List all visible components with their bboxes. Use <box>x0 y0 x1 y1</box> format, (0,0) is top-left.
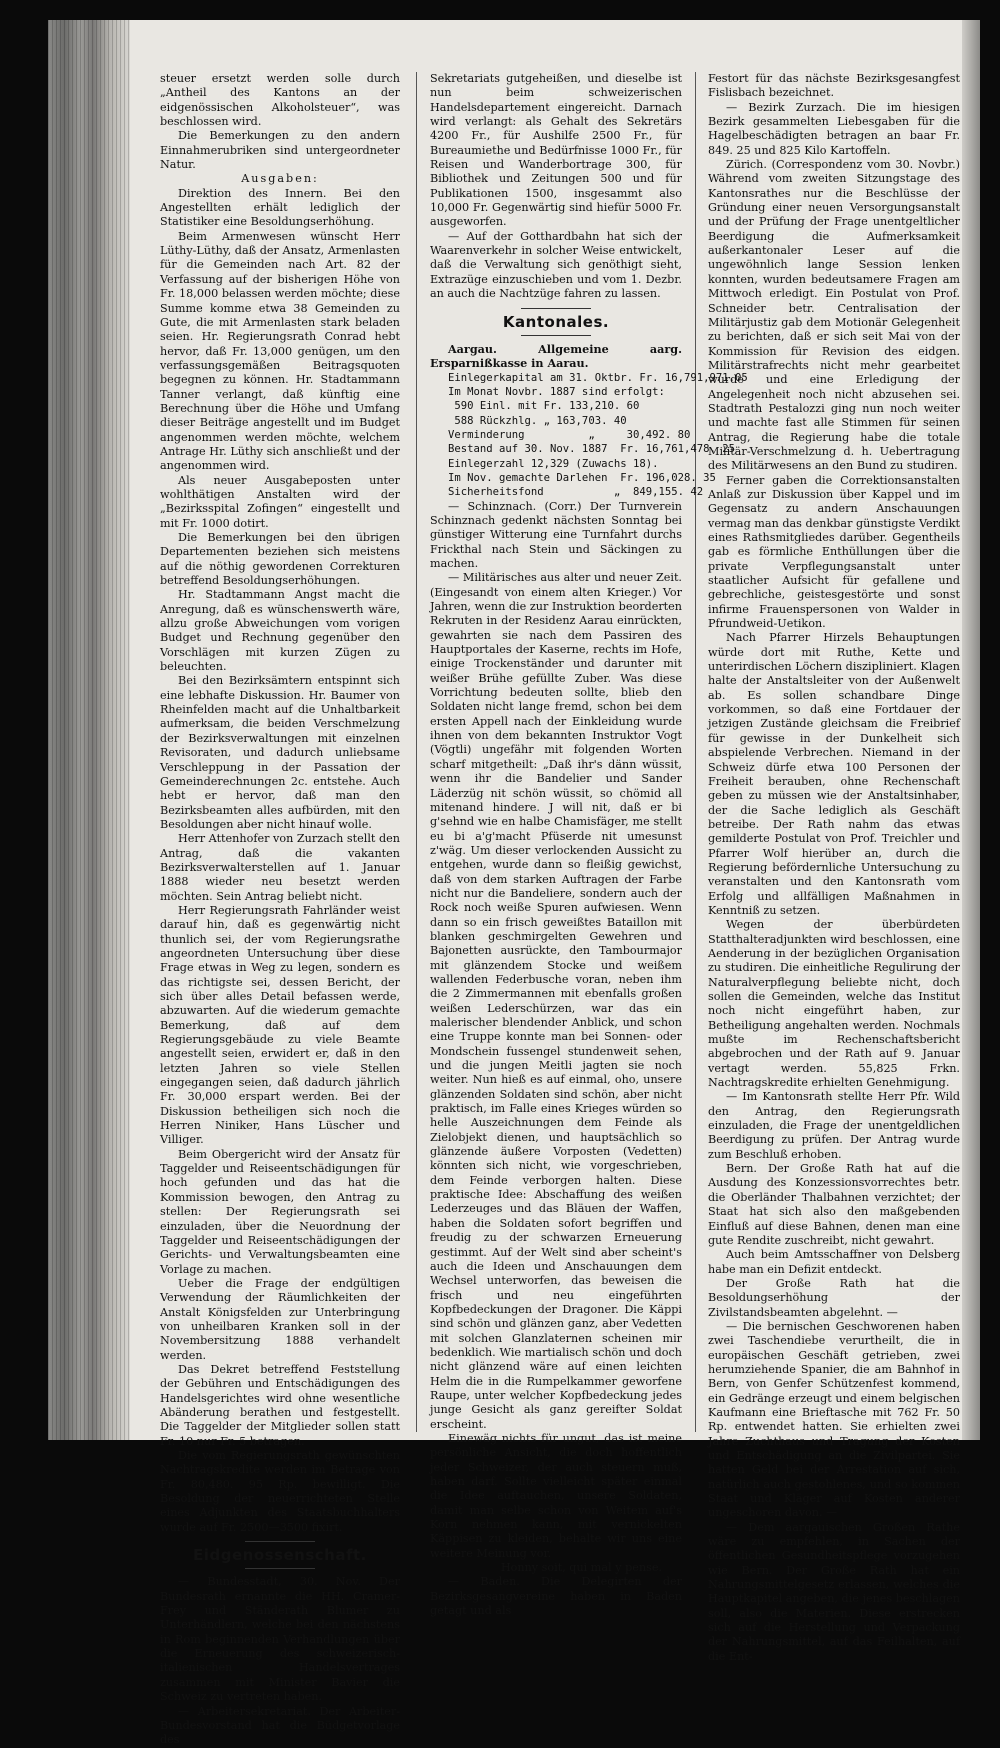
paragraph: Auch beim Amtsschaffner von Delsberg habe man ein Defizit entdeckt. <box>708 1248 960 1276</box>
paragraph: — Bundesstadt, 30. Nov. Der Bundesrath ernannte die HH. Cramer-Frey und Ständerath Blumer zu Unterhändlern, welche bei den nächstens in Rom beginnenden Verhandlungen über die Erneuerung des schweizerisch-italienischen Handelsvertrages zusammen mit Minister Bavier die Schweiz zu vertreten haben. <box>160 1575 400 1704</box>
ledger-line: Verminderung „ 30,492. 80 <box>448 428 691 441</box>
paragraph: Ferner gaben die Correktionsanstalten Anlaß zur Diskussion über Kappel und im Gegensatz zu andern Anschauungen vermag man das denkbar günstigste Verdikt eines Rathsmitgliedes darüber. Gegentheils gab es förmliche Enthüllungen über die private Verpflegungsanstalt unter staatlicher Aufsicht für gefallene und gebrechliche, geistesgestörte und sonst infirme Frauenspersonen von Walder in Pfrundweid-Uetikon. <box>708 473 960 631</box>
paragraph: Beim Obergericht wird der Ansatz für Taggelder und Reiseentschädigungen für hoch gefunden und das hat die Kommission bewogen, den Antrag zu stellen: Der Regierungsrath sei einzuladen, über die Neuordnung der Taggelder und Reiseentschädigungen der Gerichts- und Verwaltungsbeamten eine Vorlage zu machen. <box>160 1147 400 1276</box>
divider <box>521 335 591 336</box>
column-1 <box>160 72 400 1747</box>
paragraph: — Bezirk Zurzach. Die im hiesigen Bezirk gesammelten Liebesgaben für die Hagelbeschädigten betragen an baar Fr. 849. 25 und 825 Kilo Kartoffeln. <box>708 100 960 157</box>
column-2 <box>430 72 748 1618</box>
ledger-line: 588 Rückzhlg. „ 163,703. 40 <box>448 414 627 427</box>
paragraph: Die Bemerkungen zu den andern Einnahmerubriken sind untergeordneter Natur. <box>160 129 400 172</box>
paragraph: Festort für das nächste Bezirksgesangfest Fislisbach bezeichnet. <box>708 72 960 100</box>
paragraph: Herr Regierungsrath Fahrländer weist darauf hin, daß es gegenwärtig nicht thunlich sei, der vom Regierungsrathe angeordneten Untersuchung über diese Frage etwas in Weg zu legen, sondern es das richtigste sei, dessen Bericht, der sich über alles Detail befassen werde, abzuwarten. Auf die wiederum gemachte Bemerkung, daß auf dem Regierungsgebäude zu viele Beamte angestellt seien, erwidert er, daß in den letzten Jahren so viele Stellen eingegangen seien, daß dadurch jährlich Fr. 30,000 erspart werden. Bei der Diskussion betheiligen sich noch die Herren Niniker, Hans Lüscher und Villiger. <box>160 903 400 1147</box>
paragraph: Bern. Der Große Rath hat auf die Ausdung des Konzessionsvorrechtes betr. die Oberländer Thalbahnen verzichtet; der Staat hat sich also den maßgebenden Einfluß auf diese Bahnen, denen man eine gute Rendite zuschreibt, nicht gewahrt. <box>708 1162 960 1247</box>
paragraph: Die Bemerkungen bei den übrigen Departementen beziehen sich meistens auf die nöthig gewordenen Correkturen betreffend Besoldungserhöhungen. <box>160 531 400 588</box>
ledger-line: Im Monat Novbr. 1887 sind erfolgt: <box>448 385 665 398</box>
paragraph: Als neuer Ausgabeposten unter wohlthätigen Anstalten wird der „Bezirksspital Zofingen“ eingestellt und mit Fr. 1000 dotirt. <box>160 473 400 530</box>
paragraph: — Arbeitersekretariat. Der Arbeiter-Bundesvorstand hat die Büdgetvorlage des <box>160 1704 400 1747</box>
paragraph: Der Große Rath hat die Besoldungserhöhung der Zivilstandsbeamten abgelehnt. — <box>708 1276 960 1319</box>
book-spine <box>48 20 130 1440</box>
paragraph: Direktion des Innern. Bei den Angestellten erhält lediglich der Statistiker eine Besoldungserhöhung. <box>160 186 400 229</box>
paragraph: — Baden. Die Delegirten der Bezirksgesangvereine haben in Baden getagt und als <box>430 1575 682 1618</box>
divider <box>521 308 591 309</box>
paragraph: Nach Pfarrer Hirzels Behauptungen würde dort mit Ruthe, Kette und unterirdischen Löchern diszipliniert. Klagen halte der Anstaltsleiter von der Außenwelt ab. Es sollen schandbare Dinge vorkommen, so daß eine Fortdauer der jetzigen Zustände gleichsam die Freibrief für gewisse in der Dunkelheit sich abspielende Verbrechen. Niemand in der Schweiz dürfe etwa 100 Personen der Freiheit berauben, ohne Rechenschaft geben zu müssen wie der Anstaltsinhaber, der die Sache lediglich als Geschäft betreibe. Der Rath nahm das etwas gemilderte Postulat von Prof. Treichler und Pfarrer Wolf hierüber an, durch die Regierung befördernliche Untersuchung zu veranstalten und den Kantonsrath vom Erfolg und allfälligen Maßnahmen in Kenntniß zu setzen. <box>708 631 960 917</box>
paragraph: — Im Kantonsrath stellte Herr Pfr. Wild den Antrag, den Regierungsrath einzuladen, die Frage der unentgeldlichen Beerdigung zu prüfen. Der Antrag wurde zum Beschluß erhoben. <box>708 1090 960 1161</box>
paragraph: Wegen der überbürdeten Statthalteradjunkten wird beschlossen, eine Aenderung in der bezüglichen Organisation zu studiren. Die einheitliche Regulirung der Naturalverpflegung beliebte nicht, doch sollen die Gemeinden, welche das Institut noch nicht eingeführt haben, zur Betheiligung angehalten werden. Nochmals mußte im Rechenschaftsbericht abgebrochen und der Rath auf 9. Januar vertagt werden. 55,825 Frkn. Nachtragskredite erhielten Genehmigung. <box>708 918 960 1090</box>
paragraph: Beim Armenwesen wünscht Herr Lüthy-Lüthy, daß der Ansatz, Armenlasten für die Gemeinden nach Art. 82 der Verfassung auf der bisherigen Höhe von Fr. 18,000 belassen werden möchte; diese Summe komme etwa 38 Gemeinden zu Gute, die mit Armenlasten stark beladen seien. Hr. Regierungsrath Conrad hebt hervor, daß Fr. 13,000 genügen, um den verfassungsgemäßen Beitragsquoten begegnen zu können. Hr. Stadtammann Tanner verlangt, daß künftig eine Berechnung über die Höhe und Umfang dieser Beiträge angestellt und im Budget angenommen werden möchte, welchem Antrage Hr. Lüthy sich anschließt und der angenommen wird. <box>160 229 400 473</box>
page-edge <box>962 20 980 1440</box>
divider <box>245 1541 315 1542</box>
paragraph: Einewäg nichts für ungut, das ist meine persönliche Ansicht, die doch hoffentlich jeder Schweizer, der auch steuern muß, haben darf. Sollte vielleicht später einmal die Idee auftauchen, unsere Soldaten, damit man selbe schon von Weitem auf's Korn nehmen kann, mit vernickelten Käppisen zu kleiden, behalte wir uns eine weitere Meinung vor. <box>430 1431 682 1560</box>
paragraph: steuer ersetzt werden solle durch „Antheil des Kantons an der eidgenössischen Alkoholsteuer“, was beschlossen wird. <box>160 72 400 129</box>
text-columns <box>160 72 960 1747</box>
paragraph: Ueber die Frage der endgültigen Verwendung der Räumlichkeiten der Anstalt Königsfelden zur Unterbringung von unheilbaren Kranken soll in der Novembersitzung 1888 verhandelt werden. <box>160 1276 400 1362</box>
column-rule <box>416 72 417 1432</box>
paragraph: Herr Attenhofer von Zurzach stellt den Antrag, daß die vakanten Bezirksverwalterstellen auf 1. Januar 1888 wieder neu besetzt werden möchten. Sein Antrag beliebt nicht. <box>160 832 400 903</box>
paragraph: Hr. Stadtammann Angst macht die Anregung, daß es wünschenswerth wäre, allzu große Abweichungen vom vorigen Budget und Rechnung gegenüber den Vorschlägen mit kurzen Zügen zu beleuchten. <box>160 588 400 674</box>
column-3 <box>708 72 960 1663</box>
motto: Honny soit, qui mal y pense. <box>500 1561 662 1575</box>
paragraph: Die vom Regierungsrath gewünschten Nachtragskredite werden im Betrage von Fr. 80,480. 95 Rp. bewilligt. Die Besoldung der neuerrichteten Stelle eines Adjunkten des Staatsbuchhalters wurde auf Fr. 2500—3500 fixirt. <box>160 1449 400 1534</box>
heading-eidgenossenschaft: Eidgenossenschaft. <box>193 1546 367 1565</box>
paragraph: — Auf der Gotthardbahn hat sich der Waarenverkehr in solcher Weise entwickelt, daß die Verwaltung sich genöthigt sieht, Extrazüge einzuschieben und vom 1. Dezbr. an auch die Nachtzüge fahren zu lassen. <box>430 229 682 301</box>
ledger-line: Im Nov. gemachte Darlehen Fr. 196,028. 35 <box>448 471 716 484</box>
ledger-line: Einlegerkapital am 31. Oktbr. Fr. 16,791,971.05 <box>448 371 748 384</box>
paragraph: Zürich. (Correspondenz vom 30. Novbr.) Während vom zweiten Sitzungstage des Kantonsrathes nur die Beschlüsse der Gründung einer neuen Versorgungsanstalt und der Prüfung der Frage unentgeltlicher Beerdigung die Aufmerksamkeit außerkantonaler Leser auf die ungewöhnlich lange Session lenken konnten, wurden bedeutsamere Fragen am Mittwoch erledigt. Ein Postulat von Prof. Schneider betr. Centralisation der Militärjustiz gab dem Motionär Gelegenheit zu berichten, daß er sich seit Mai von der Kommission für Revision des eidgen. Militärstrafrechts nicht mehr gearbeitet wurde und eine Erledigung der Angelegenheit noch nicht abzusehen sei. Stadtrath Pestalozzi ging nun noch weiter und machte fast alle Stimmen für seinen Antrag, die Regierung habe die totale Militär-Verschmelzung d. h. Uebertragung des Militärwesens an den Bund zu studiren. <box>708 158 960 473</box>
ledger-line: Einlegerzahl 12,329 (Zuwachs 18). <box>448 457 659 470</box>
newspaper-page <box>48 20 980 1747</box>
paragraph: — Schinznach. (Corr.) Der Turnverein Schinznach gedenkt nächsten Sonntag bei günstiger Witterung eine Turnfahrt durchs Frickthal nach Stein und Säckingen zu machen. <box>430 499 682 570</box>
ledger-line: Bestand auf 30. Nov. 1887 Fr. 16,761,478. 25 <box>448 443 736 456</box>
paragraph: — Die bernischen Geschworenen haben zwei Taschendiebe verurtheilt, die in europäischen Geschäft getrieben, zwei herumziehende Spanier, die am Bahnhof in Bern, von Genfer Schützenfest kommend, ein Gedränge erzeugt und einem belgischen Kaufmann eine Brieftasche mit 762 Fr. 50 Rp. entwendet hatten. Sie erhielten zwei Jahre Zuchthaus und Tragung der Kosten und Entschädigung an die Zivilpartei. Sie hatten Geld bei der Arrestation auf sich, natürlich auch gestohlenes, und so kommen Staat und Kläger auf Kosten anderer ungeschoren davon. — <box>708 1319 960 1520</box>
heading-kantonales: Kantonales. <box>502 312 610 331</box>
column-rule <box>695 72 696 1432</box>
paragraph: Bei den Bezirksämtern entspinnt sich eine lebhafte Diskussion. Hr. Baumer von Rheinfelden macht auf die Unhaltbarkeit aufmerksam, die beiden Verschmelzung der Bezirksverwaltungen mit einzelnen Revisoraten, und dadurch unliebsame Verschleppung in der Passation der Gemeinderechnungen 2c. entstehe. Auch hebt er hervor, daß man den Bezirksbeamten alles aufbürden, mit den Besoldungen aber nicht hinauf wolle. <box>160 674 400 831</box>
divider <box>245 1568 315 1569</box>
paragraph: Das Dekret betreffend Feststellung der Gebühren und Entschädigungen des Handelsgerichtes wird ohne wesentliche Abänderung berathen und festgestellt. Die Taggelder der Mitglieder sollen statt Fr. 10 nur Fr. 5 betragen. <box>160 1362 400 1448</box>
section-subheading: Ausgaben: <box>241 172 319 186</box>
ledger-line: 590 Einl. mit Fr. 133,210. 60 <box>448 400 640 413</box>
paragraph: Sekretariats gutgeheißen, und dieselbe ist nun beim schweizerischen Handelsdepartement eingereicht. Darnach wird verlangt: als Gehalt des Sekretärs 4200 Fr., für Aushilfe 2500 Fr., für Bureaumiethe und Bedürfnisse 1000 Fr., für Reisen und Wanderbortrage 300, für Bibliothek und Zeitungen 500 und für Publikationen 1500, insgesammt also 10,000 Fr. Gegenwärtig sind hiefür 5000 Fr. ausgeworfen. <box>430 72 682 229</box>
paragraph: — Dem aargauischen Großen Rathe wäre zu empfehlen, in Sachen der öffentlichen Gesundheitspflege vorzugehen wie Bern. Der Große Rath hat ein Nahrungsmittelgesetz erlassen, welches die Hauptkapitel angeben, die jenes beschlagen soll, also die Materien. Diese erstrecken sich auf die Herstellung und Verpackung der Nahrungsmittel, auf das Feilhalten, auf die Ent- <box>708 1520 960 1663</box>
aargau-heading: Aargau. Allgemeine aarg. Ersparnißkasse in Aarau. <box>430 341 682 371</box>
paragraph: — Militärisches aus alter und neuer Zeit. (Eingesandt von einem alten Krieger.) Vor Jahren, wenn die zur Instruktion beorderten Rekruten in der Residenz Aarau einrückten, gewahrten sie nach dem Passiren des Hauptportales der Kaserne, rechts im Hofe, einige Trockenständer und darunter mit weißer Brühe gefüllte Zuber. Was diese Vorrichtung bedeuten sollte, blieb den Soldaten nicht lange fremd, schon bei dem ersten Appell nach der Einkleidung wurde ihnen von dem bekannten Instruktor Vogt (Vögtli) ungefähr mit folgenden Worten scharf mitgetheilt: „Daß ihr's dänn wüssit, wenn ihr die Bandelier und Sander Läderzüg nit schön wüssit, so chömid all mitenand hindere. J will nit, daß er bi g'sehnd wie en halbe Chamisfäger, me stellt eu bi a'g'macht Pfüserde nit umesunst z'wäg. Um dieser verlockenden Aussicht zu entgehen, wurde dann so fleißig gewichst, daß von dem starken Auftragen der Farbe nicht nur die Bandeliere, sondern auch der Rock noch weiße Spuren aufwiesen. Wenn dann so ein frisch geweißtes Bataillon mit blanken geschmirgelten Gewehren und Bajonetten ausrückte, den Tambourmajor mit glänzendem Stocke und weißem wallenden Federbusche voran, neben ihm die 2 Zimmermannen mit ebenfalls großen weißen Lederschürzen, war das ein malerischer blendender Anblick, und schon eine Truppe konnte man bei Sonnen- oder Mondschein fussengel stundenweit sehen, und die jungen Meitli jagten sie noch weiter. Nun hieß es auf einmal, oho, unsere glänzenden Soldaten sind schön, aber nicht praktisch, im Falle eines Krieges würden so helle Auszeichnungen dem Feinde als Zielobjekt dienen, und hauptsächlich so glänzende äußere Vorposten (Vedetten) könnten sich nicht, wie vorgeschrieben, dem Feinde verborgen halten. Diese praktische Idee: Abschaffung des weißen Lederzeuges und das Bläuen der Waffen, haben die Soldaten sofort begriffen und freudig zu der schwarzen Erneuerung gestimmt. Auf der Welt sind aber scheint's auch die Ideen und Anschauungen dem Wechsel unterworfen, das beweisen die frisch und neu eingeführten Kopfbedeckungen der Dragoner. Die Käppi sind schön und glänzen ganz, aber Vedetten mit solchen Glanzlaternen scheinen mir bedenklich. Wie martialisch schön und doch nicht glänzend wäre auf einen leichten Helm die in die Rumpelkammer geworfene Raupe, unter welcher Kopfbedeckung jedes junge Gesicht als ganz gereifter Soldat erscheint. <box>430 571 682 1431</box>
ledger-line: Sicherheitsfond „ 849,155. 42 <box>448 486 704 499</box>
